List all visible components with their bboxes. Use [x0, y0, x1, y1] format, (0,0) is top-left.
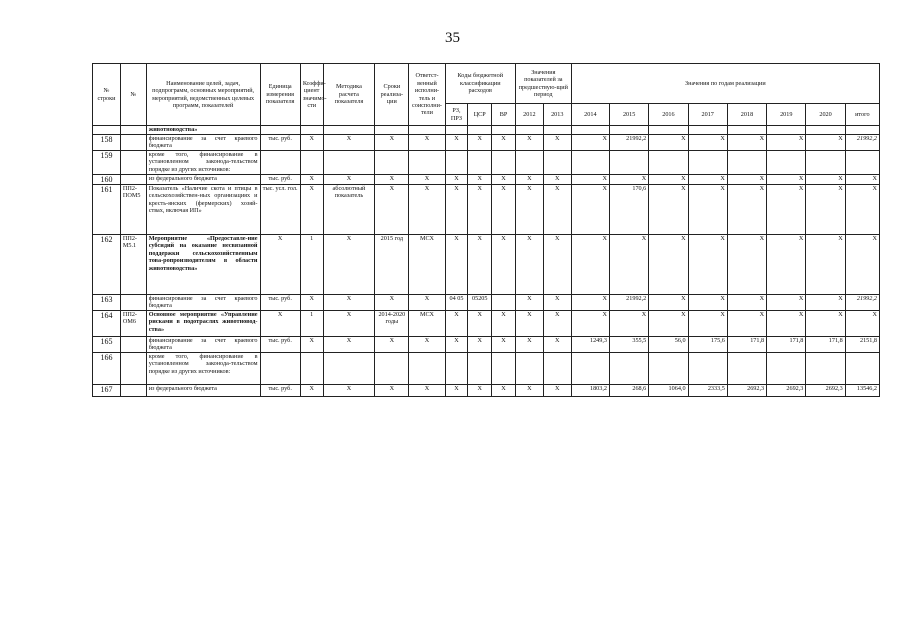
cell-y2012 — [515, 151, 543, 175]
cell-id: ПП2-ОМ6 — [120, 310, 146, 336]
cell-y2014 — [571, 151, 609, 175]
cell-y2015: X — [609, 310, 648, 336]
cell-rz: X — [445, 310, 468, 336]
cell-y2020 — [806, 151, 845, 175]
col-row-no: № строки — [93, 64, 121, 126]
cell-terms: X — [375, 336, 409, 352]
cell-unit: тыс. руб. — [260, 295, 300, 311]
cell-unit: X — [260, 310, 300, 336]
cell-y2020 — [806, 352, 845, 384]
cell-csr: X — [468, 336, 492, 352]
cell-y2015: 21992,2 — [609, 135, 648, 151]
cell-n: 166 — [93, 352, 121, 384]
col-2015: 2015 — [609, 104, 648, 126]
cell-csr: 05205 — [468, 295, 492, 311]
cell-id — [120, 336, 146, 352]
cell-id — [120, 295, 146, 311]
cell-method: X — [323, 336, 375, 352]
cell-y2017 — [688, 352, 727, 384]
col-coef: Коэффи-циент значимо-сти — [300, 64, 323, 126]
col-yearly-values: Значения по годам реализации — [571, 64, 879, 104]
cell-terms — [375, 352, 409, 384]
cell-y2013 — [543, 352, 571, 384]
cell-csr: X — [468, 135, 492, 151]
col-vr: ВР — [492, 104, 516, 126]
table-row — [93, 235, 880, 295]
cell-y2014: 1803,2 — [571, 384, 609, 396]
cell-y2013: X — [543, 185, 571, 235]
cell-method: X — [323, 384, 375, 396]
cell-y2019: X — [767, 310, 806, 336]
cell-y2015: X — [609, 175, 648, 185]
cell-resp — [409, 352, 445, 384]
cell-name: из федерального бюджета — [146, 384, 260, 396]
cell-terms: 2014-2020 годы — [375, 310, 409, 336]
col-csr: ЦСР — [468, 104, 492, 126]
cell-y2019: 171,8 — [767, 336, 806, 352]
cell-vr — [492, 352, 516, 384]
cell-coef: X — [300, 175, 323, 185]
cell-y2016 — [649, 352, 688, 384]
col-2013: 2013 — [543, 104, 571, 126]
table-row — [93, 384, 880, 396]
cell-coef — [300, 151, 323, 175]
cell-y2018: X — [727, 235, 766, 295]
cell-y2013: X — [543, 310, 571, 336]
cell-y2019 — [767, 151, 806, 175]
cell-terms: X — [375, 384, 409, 396]
cell-total: 21992,2 — [845, 135, 879, 151]
cell-rz: X — [445, 135, 468, 151]
cell-total: 21992,2 — [845, 295, 879, 311]
cell-y2020: X — [806, 310, 845, 336]
cell-y2012: X — [515, 384, 543, 396]
cell-csr: X — [468, 235, 492, 295]
cell-y2020: X — [806, 295, 845, 311]
cell-total: X — [845, 175, 879, 185]
col-2019: 2019 — [767, 104, 806, 126]
table-row — [93, 352, 880, 384]
cell-y2014 — [571, 352, 609, 384]
cell-name: Основное мероприятие «Управление рисками в подотраслях животновод-ства» — [146, 310, 260, 336]
cell-y2017: X — [688, 295, 727, 311]
carry-over-text: животноводства» — [146, 126, 260, 135]
cell-vr: X — [492, 175, 516, 185]
cell-y2016: X — [649, 185, 688, 235]
table-row — [93, 175, 880, 185]
cell-rz: X — [445, 185, 468, 235]
col-terms: Сроки реализа-ции — [375, 64, 409, 126]
cell-y2016: X — [649, 235, 688, 295]
cell-y2015: 21992,2 — [609, 295, 648, 311]
cell-method: X — [323, 295, 375, 311]
cell-terms: X — [375, 295, 409, 311]
cell-id — [120, 175, 146, 185]
cell-unit: тыс. руб. — [260, 175, 300, 185]
cell-name: Показатель «Наличие скота и птицы в сельскохозяйствен-ных организациях и кресть-янских (фермерских) хозяй-ствах, включая ИП» — [146, 185, 260, 235]
page-number: 35 — [445, 30, 460, 46]
cell-terms: 2015 год — [375, 235, 409, 295]
cell-resp: МСХ — [409, 310, 445, 336]
table-row — [93, 336, 880, 352]
cell-n: 164 — [93, 310, 121, 336]
cell-terms — [375, 151, 409, 175]
cell-resp: X — [409, 384, 445, 396]
cell-y2015: 355,5 — [609, 336, 648, 352]
col-method: Методика расчета показателя — [323, 64, 375, 126]
col-2020: 2020 — [806, 104, 845, 126]
table-row — [93, 135, 880, 151]
cell-csr: X — [468, 175, 492, 185]
cell-y2012: X — [515, 185, 543, 235]
col-prior-values: Значения показателей за предшествую-щий период — [515, 64, 571, 104]
cell-y2018: X — [727, 310, 766, 336]
cell-method: X — [323, 235, 375, 295]
col-name: Наименование целей, задач, подпрограмм, основных мероприятий, мероприятий, ведомственных целевых программ, показателей — [146, 64, 260, 126]
cell-csr — [468, 151, 492, 175]
cell-resp: X — [409, 185, 445, 235]
cell-rz: X — [445, 336, 468, 352]
cell-y2019: 2692,3 — [767, 384, 806, 396]
cell-y2018: X — [727, 295, 766, 311]
cell-y2018: X — [727, 175, 766, 185]
cell-y2017: 2333,5 — [688, 384, 727, 396]
program-table — [92, 63, 880, 397]
cell-n: 167 — [93, 384, 121, 396]
cell-y2013: X — [543, 235, 571, 295]
cell-y2015 — [609, 352, 648, 384]
cell-name: из федерального бюджета — [146, 175, 260, 185]
cell-n: 163 — [93, 295, 121, 311]
cell-vr: X — [492, 310, 516, 336]
carry-over-row — [93, 126, 880, 135]
cell-y2019 — [767, 352, 806, 384]
cell-y2013: X — [543, 384, 571, 396]
cell-name: финансирование за счет краевого бюджета — [146, 135, 260, 151]
cell-coef: X — [300, 384, 323, 396]
cell-y2014: X — [571, 135, 609, 151]
cell-y2012: X — [515, 295, 543, 311]
cell-y2016 — [649, 151, 688, 175]
cell-y2020: X — [806, 185, 845, 235]
cell-y2017: X — [688, 310, 727, 336]
cell-id — [120, 384, 146, 396]
cell-csr — [468, 352, 492, 384]
cell-y2020: 2692,3 — [806, 384, 845, 396]
cell-y2014: 1249,3 — [571, 336, 609, 352]
cell-coef: X — [300, 336, 323, 352]
cell-y2020: X — [806, 135, 845, 151]
cell-y2013: X — [543, 336, 571, 352]
cell-y2016: X — [649, 295, 688, 311]
cell-id: ПП2-ПОМ5 — [120, 185, 146, 235]
cell-coef: X — [300, 185, 323, 235]
cell-y2015: 170,6 — [609, 185, 648, 235]
col-no: № — [120, 64, 146, 126]
cell-y2018 — [727, 352, 766, 384]
cell-y2020: 171,8 — [806, 336, 845, 352]
cell-unit: тыс. руб. — [260, 384, 300, 396]
cell-unit — [260, 151, 300, 175]
cell-y2020: X — [806, 175, 845, 185]
table-row — [93, 151, 880, 175]
table-row — [93, 295, 880, 311]
table-row — [93, 310, 880, 336]
table-row — [93, 185, 880, 235]
col-unit: Единица измерения показателя — [260, 64, 300, 126]
cell-coef — [300, 352, 323, 384]
cell-y2016: X — [649, 135, 688, 151]
col-2016: 2016 — [649, 104, 688, 126]
cell-y2012: X — [515, 310, 543, 336]
cell-method — [323, 352, 375, 384]
cell-vr: X — [492, 336, 516, 352]
cell-y2017: X — [688, 235, 727, 295]
cell-y2012: X — [515, 135, 543, 151]
cell-csr: X — [468, 384, 492, 396]
cell-method: X — [323, 175, 375, 185]
cell-vr: X — [492, 384, 516, 396]
cell-method: X — [323, 310, 375, 336]
cell-unit — [260, 352, 300, 384]
cell-y2018: 171,8 — [727, 336, 766, 352]
cell-name: финансирование за счет краевого бюджета — [146, 295, 260, 311]
cell-vr: X — [492, 135, 516, 151]
cell-coef: X — [300, 135, 323, 151]
col-rz: РЗ, ПРЗ — [445, 104, 468, 126]
cell-n: 162 — [93, 235, 121, 295]
cell-unit: тыс. руб. — [260, 135, 300, 151]
cell-terms: X — [375, 185, 409, 235]
cell-id — [120, 135, 146, 151]
cell-resp: X — [409, 175, 445, 185]
cell-total — [845, 352, 879, 384]
cell-resp — [409, 151, 445, 175]
cell-csr: X — [468, 310, 492, 336]
cell-y2013: X — [543, 175, 571, 185]
cell-y2019: X — [767, 175, 806, 185]
col-budget-codes: Коды бюджетной классификации расходов — [445, 64, 515, 104]
cell-rz — [445, 352, 468, 384]
cell-y2012: X — [515, 175, 543, 185]
cell-name: кроме того, финансирование в установленном законода-тельством порядке из других источников: — [146, 151, 260, 175]
cell-rz — [445, 151, 468, 175]
cell-terms: X — [375, 175, 409, 185]
cell-total — [845, 151, 879, 175]
cell-y2014: X — [571, 185, 609, 235]
cell-y2017: X — [688, 185, 727, 235]
cell-id: ПП2-М5.1 — [120, 235, 146, 295]
cell-y2018: X — [727, 135, 766, 151]
cell-resp: X — [409, 295, 445, 311]
cell-y2015: X — [609, 235, 648, 295]
cell-n: 158 — [93, 135, 121, 151]
cell-name: финансирование за счет краевого бюджета — [146, 336, 260, 352]
cell-y2018 — [727, 151, 766, 175]
col-2014: 2014 — [571, 104, 609, 126]
cell-method: X — [323, 135, 375, 151]
cell-y2020: X — [806, 235, 845, 295]
cell-y2017: 175,6 — [688, 336, 727, 352]
cell-y2018: 2692,3 — [727, 384, 766, 396]
col-total: итого — [845, 104, 879, 126]
cell-total: X — [845, 310, 879, 336]
cell-y2017: X — [688, 175, 727, 185]
cell-y2014: X — [571, 235, 609, 295]
cell-y2019: X — [767, 185, 806, 235]
cell-method — [323, 151, 375, 175]
cell-method: абсолютный показатель — [323, 185, 375, 235]
cell-unit: тыс. руб. — [260, 336, 300, 352]
cell-y2015 — [609, 151, 648, 175]
cell-rz: X — [445, 235, 468, 295]
cell-y2012: X — [515, 235, 543, 295]
cell-total: X — [845, 185, 879, 235]
cell-csr: X — [468, 185, 492, 235]
cell-y2012: X — [515, 336, 543, 352]
cell-vr: X — [492, 185, 516, 235]
cell-y2014: X — [571, 175, 609, 185]
cell-y2013: X — [543, 135, 571, 151]
col-2017: 2017 — [688, 104, 727, 126]
cell-vr: X — [492, 235, 516, 295]
cell-y2016: X — [649, 175, 688, 185]
cell-y2019: X — [767, 135, 806, 151]
cell-total: X — [845, 235, 879, 295]
cell-terms: X — [375, 135, 409, 151]
cell-y2016: 56,0 — [649, 336, 688, 352]
cell-coef: 1 — [300, 310, 323, 336]
cell-n: 161 — [93, 185, 121, 235]
cell-name: Мероприятие «Предоставле-ние субсидий на оказание несвязанной поддержки сельскохозяйственным това-ропроизводителям в области животноводства» — [146, 235, 260, 295]
cell-resp: МСХ — [409, 235, 445, 295]
cell-y2015: 268,6 — [609, 384, 648, 396]
cell-id — [120, 352, 146, 384]
cell-y2018: X — [727, 185, 766, 235]
cell-y2017 — [688, 151, 727, 175]
cell-y2019: X — [767, 235, 806, 295]
cell-y2014: X — [571, 310, 609, 336]
col-responsible: Ответст-венный исполни-тель и соисполни-тели — [409, 64, 445, 126]
cell-y2014: X — [571, 295, 609, 311]
cell-rz: 04 05 — [445, 295, 468, 311]
cell-n: 165 — [93, 336, 121, 352]
cell-resp: X — [409, 135, 445, 151]
cell-y2012 — [515, 352, 543, 384]
cell-vr — [492, 151, 516, 175]
cell-rz: X — [445, 384, 468, 396]
cell-total: 2151,8 — [845, 336, 879, 352]
cell-rz: X — [445, 175, 468, 185]
col-2018: 2018 — [727, 104, 766, 126]
cell-unit: тыс. усл. гол. — [260, 185, 300, 235]
cell-n: 160 — [93, 175, 121, 185]
cell-total: 13546,2 — [845, 384, 879, 396]
col-2012: 2012 — [515, 104, 543, 126]
cell-resp: X — [409, 336, 445, 352]
cell-y2016: 1064,0 — [649, 384, 688, 396]
cell-unit: X — [260, 235, 300, 295]
cell-coef: X — [300, 295, 323, 311]
cell-y2019: X — [767, 295, 806, 311]
cell-y2013: X — [543, 295, 571, 311]
cell-y2016: X — [649, 310, 688, 336]
cell-vr — [492, 295, 516, 311]
cell-y2013 — [543, 151, 571, 175]
cell-id — [120, 151, 146, 175]
cell-coef: 1 — [300, 235, 323, 295]
cell-name: кроме того, финансирование в установленном законода-тельством порядке из других источников: — [146, 352, 260, 384]
cell-n: 159 — [93, 151, 121, 175]
cell-y2017: X — [688, 135, 727, 151]
